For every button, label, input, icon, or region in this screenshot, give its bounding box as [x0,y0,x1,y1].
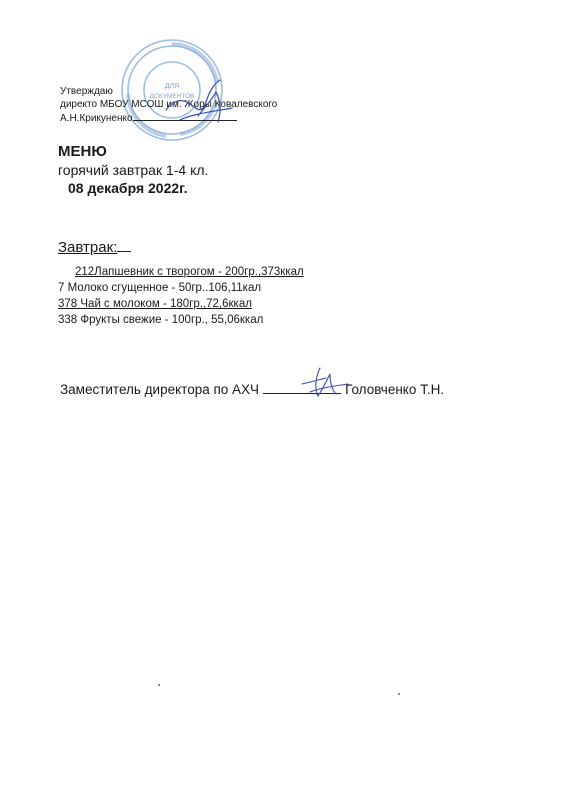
director-signature [160,70,240,130]
menu-items-list [58,264,304,328]
scan-speck [158,684,160,686]
signoff-position: Заместитель директора по АХЧ [60,382,260,397]
menu-date: 08 декабря 2022г. [68,180,188,196]
menu-item: 378 Чай с молоком - 180гр.,72,6ккал [58,298,252,310]
menu-item: 7 Молоко сгущенное - 50гр..106,11кал [58,282,262,294]
svg-text:ДОКУМЕНТОВ: ДОКУМЕНТОВ [149,93,195,100]
signoff-name: Головченко Т.Н. [345,382,445,397]
meal-heading: Завтрак: [58,239,131,256]
menu-subtitle: горячий завтрак 1-4 кл. [58,162,209,178]
director-name: А.Н.Крикуненко [60,113,133,124]
menu-item: 338 Фрукты свежие - 100гр., 55,06ккал [58,314,264,326]
svg-text:ДЛЯ: ДЛЯ [164,83,180,90]
signoff-line [60,381,444,397]
approval-line-1: Утверждаю [60,86,113,97]
approval-line-2: директо МБОУ МСОШ им. Жоры Ковалевского [60,99,278,110]
scan-speck [398,693,400,695]
menu-item: 212Лапшевник с творогом - 200гр.,373ккал [75,266,304,278]
menu-title: МЕНЮ [58,143,107,160]
deputy-signature [296,362,354,402]
